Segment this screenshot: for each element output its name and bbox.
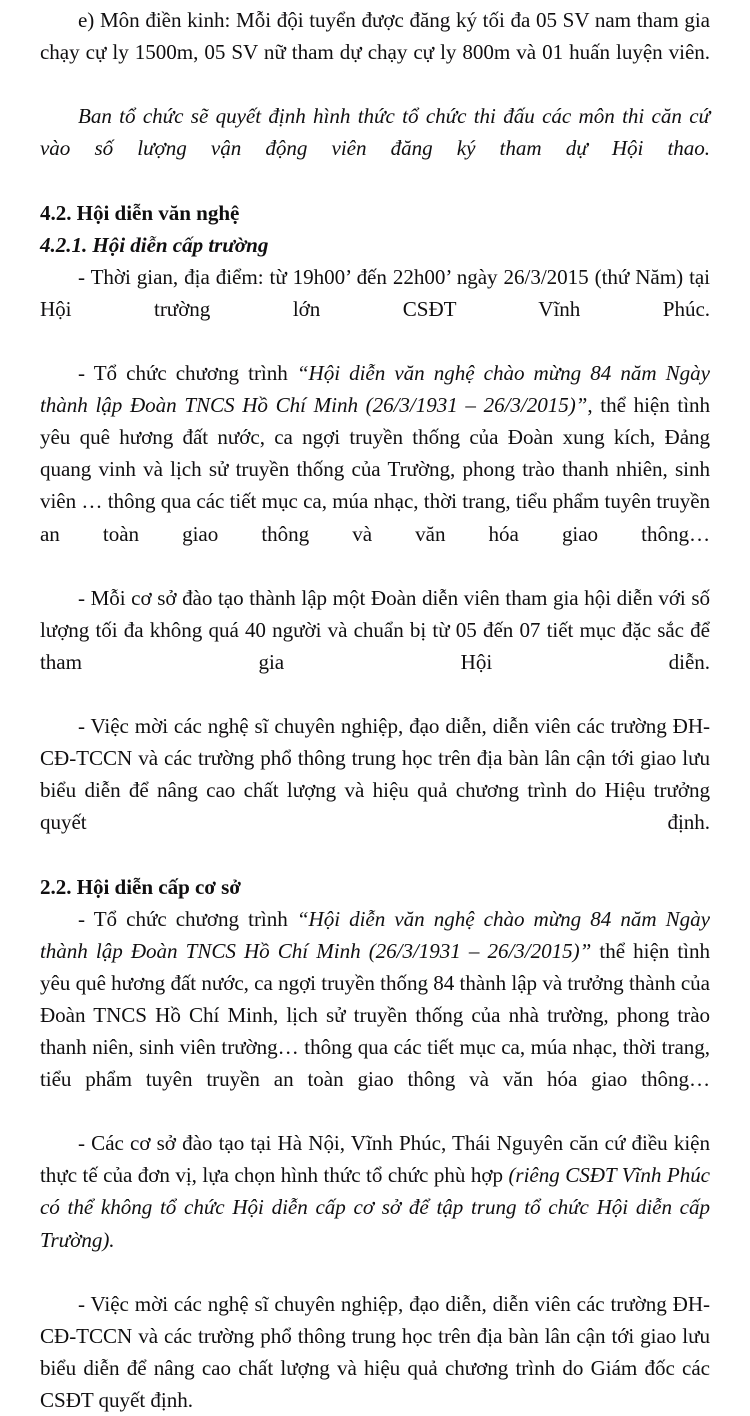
run-program-intro-1: - Tổ chức chương trình xyxy=(78,361,297,386)
run-facilities-parenthetical-note: (riêng CSĐT Vĩnh Phúc có thể không tổ chức Hội diễn cấp cơ sở để tập trung tổ chức Hội diễn cấp Trường). xyxy=(40,1163,710,1252)
paragraph-troupe-size-limit: - Mỗi cơ sở đào tạo thành lập một Đoàn diễn viên tham gia hội diễn với số lượng tối đa không quá 40 người và chuẩn bị từ 05 đến 07 tiết mục đặc sắc để tham gia Hội diễn. xyxy=(40,585,710,674)
document-text-body xyxy=(40,4,710,1416)
paragraph-athletics-registration: e) Môn điền kinh: Mỗi đội tuyển được đăng ký tối đa 05 SV nam tham gia chạy cự ly 1500m, 05 SV nữ tham dự chạy cự ly 800m và 01 huấn luyện viên. xyxy=(40,8,710,65)
run-facilities-intro: - Các cơ sở đào tạo tại Hà Nội, Vĩnh Phúc, Thái Nguyên căn cứ điều kiện thực tế của đơn vị, lựa chọn hình thức tổ chức phù hợp xyxy=(40,1131,710,1188)
paragraph-time-and-venue: - Thời gian, địa điểm: từ 19h00’ đến 22h00’ ngày 26/3/2015 (thứ Năm) tại Hội trường lớn CSĐT Vĩnh Phúc. xyxy=(40,264,710,321)
paragraph-program-organization-grassroots-level xyxy=(40,903,710,1128)
run-program-intro-2: - Tổ chức chương trình xyxy=(78,906,297,931)
run-program-description-2: thể hiện tình yêu quê hương đất nước, ca ngợi truyền thống 84 thành lập và trưởng thành của Đoàn TNCS Hồ Chí Minh, lịch sử truyền thống của nhà trường, phong trào thanh niên, sinh viên trường… thông qua các tiết mục ca, múa nhạc, thời trang, tiểu phẩm tuyên truyền an toàn giao thông và văn hóa giao thông… xyxy=(40,938,710,1092)
heading-4-2-art-performance: 4.2. Hội diễn văn nghệ xyxy=(40,200,240,225)
paragraph-training-facilities-discretion xyxy=(40,1127,710,1287)
paragraph-inviting-artists-school-level: - Việc mời các nghệ sĩ chuyên nghiệp, đạo diễn, diễn viên các trường ĐH-CĐ-TCCN và các trường phổ thông trung học trên địa bàn lân cận tới giao lưu biểu diễn để nâng cao chất lượng và hiệu quả chương trình do Hiệu trưởng quyết định. xyxy=(40,714,710,835)
paragraph-inviting-artists-grassroots-level: - Việc mời các nghệ sĩ chuyên nghiệp, đạo diễn, diễn viên các trường ĐH-CĐ-TCCN và các trường phổ thông trung học trên địa bàn lân cận tới giao lưu biểu diễn để nâng cao chất lượng và hiệu quả chương trình do Giám đốc các CSĐT quyết định. xyxy=(40,1291,710,1413)
run-program-description-1: , thể hiện tình yêu quê hương đất nước, ca ngợi truyền thống của Đoàn xung kích, Đảng quang vinh và lịch sử truyền thống của Trường, phong trào thanh nhiên, sinh viên … thông qua các tiết mục ca, múa nhạc, thời trang, tiểu phẩm tuyên truyền an toàn giao thông và văn hóa giao thông… xyxy=(40,393,710,546)
heading-4-2-1-school-level-performance: 4.2.1. Hội diễn cấp trường xyxy=(40,232,269,257)
paragraph-program-organization-school-level xyxy=(40,357,710,582)
paragraph-organizing-committee-note: Ban tổ chức sẽ quyết định hình thức tổ chức thi đấu các môn thi căn cứ vào số lượng vận động viên đăng ký tham dự Hội thao. xyxy=(40,104,710,161)
run-program-title-quote-2: “Hội diễn văn nghệ chào mừng 84 năm Ngày thành lập Đoàn TNCS Hồ Chí Minh (26/3/1931 – 26/3/2015)” xyxy=(40,906,710,963)
run-program-title-quote-1: “Hội diễn văn nghệ chào mừng 84 năm Ngày thành lập Đoàn TNCS Hồ Chí Minh (26/3/1931 – 26/3/2015)” xyxy=(40,361,710,418)
heading-2-2-grassroots-level-performance: 2.2. Hội diễn cấp cơ sở xyxy=(40,874,241,899)
